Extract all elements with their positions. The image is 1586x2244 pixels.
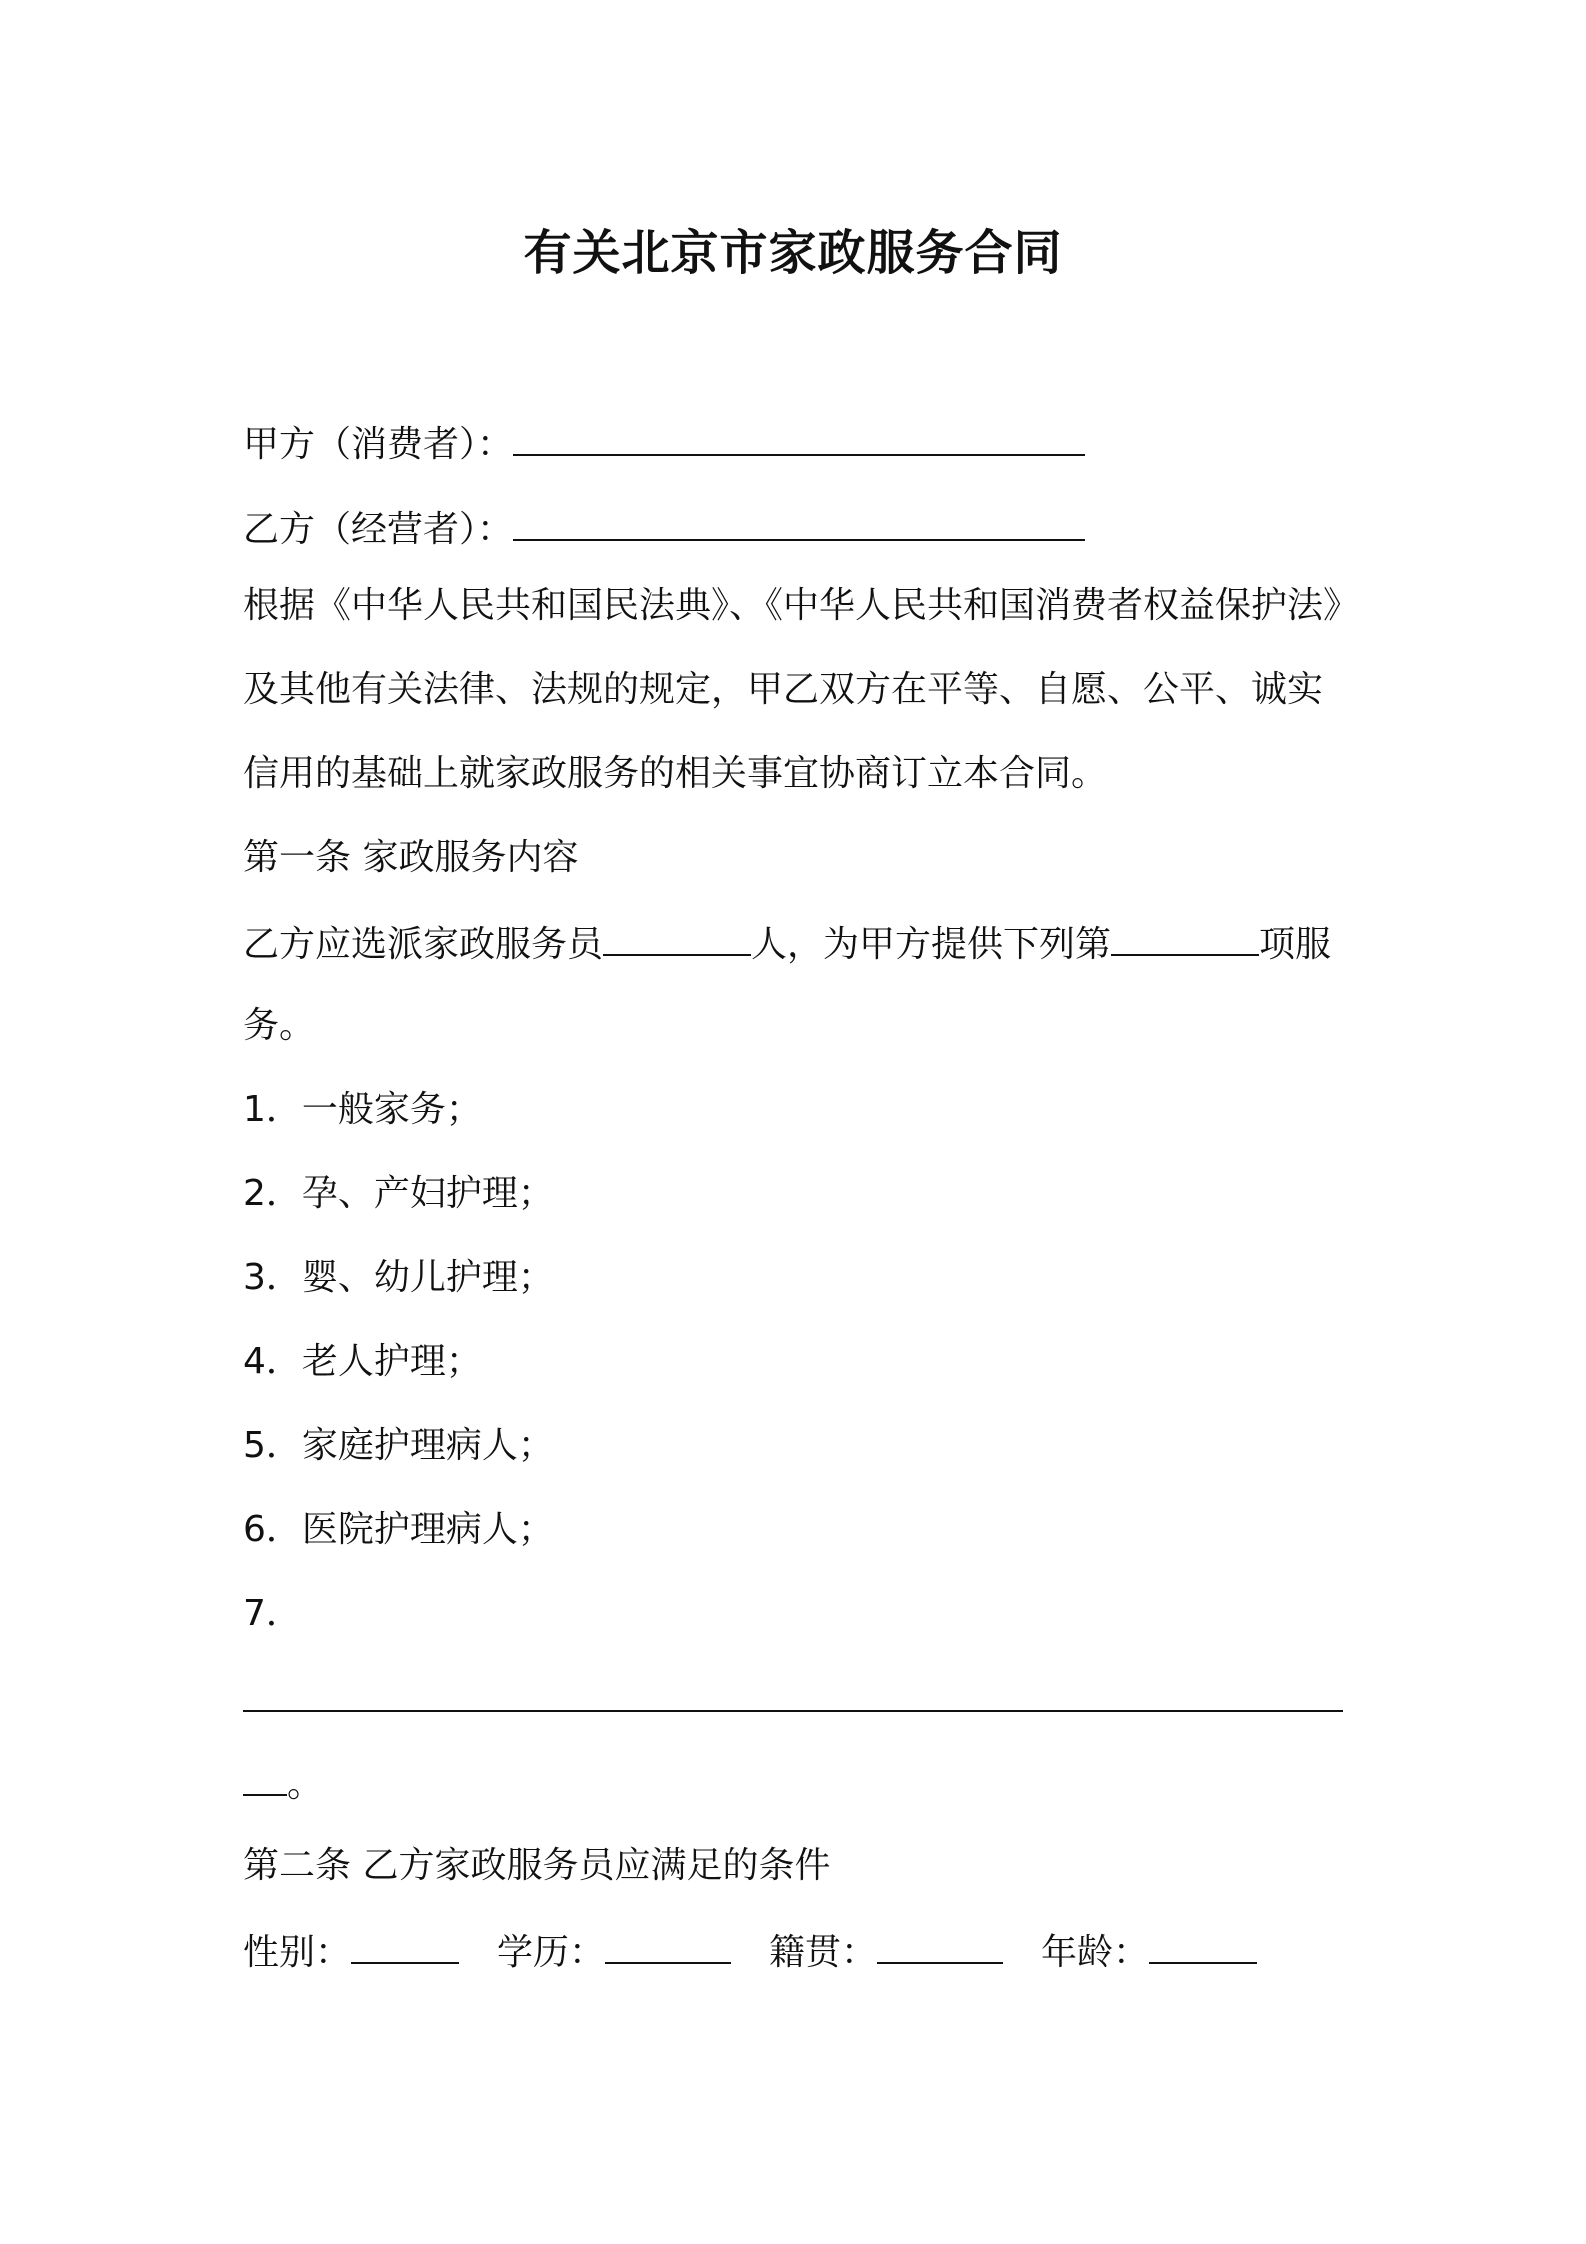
education-label: 学历： bbox=[497, 1932, 606, 1973]
service-item-7: 7． bbox=[243, 1593, 302, 1634]
age-blank[interactable] bbox=[1149, 1928, 1257, 1964]
gender-label: 性别： bbox=[243, 1932, 352, 1973]
service-item-4: 4．老人护理； bbox=[243, 1341, 482, 1382]
staff-count-blank[interactable] bbox=[603, 920, 751, 956]
origin-blank[interactable] bbox=[877, 1928, 1003, 1964]
service-item-7-blank-row bbox=[243, 1676, 1343, 1723]
origin-label: 籍贯： bbox=[769, 1932, 878, 1973]
service-item-7-blank[interactable] bbox=[243, 1676, 1343, 1712]
service-item-5: 5．家庭护理病人； bbox=[243, 1425, 554, 1466]
party-b-blank[interactable] bbox=[513, 505, 1085, 541]
service-item-2: 2．孕、产妇护理； bbox=[243, 1173, 554, 1214]
service-item-7-blank-cont[interactable] bbox=[243, 1760, 287, 1796]
party-a-row bbox=[243, 420, 1085, 467]
service-item-6: 6．医院护理病人； bbox=[243, 1509, 554, 1550]
service-item-3: 3．婴、幼儿护理； bbox=[243, 1257, 554, 1298]
article-1-text bbox=[243, 920, 1331, 967]
document-title: 有关北京市家政服务合同 bbox=[523, 225, 1063, 281]
service-item-blank[interactable] bbox=[1111, 920, 1259, 956]
service-item-7-end: 。 bbox=[287, 1764, 324, 1805]
article-1-heading: 第一条 家政服务内容 bbox=[243, 837, 579, 878]
preamble-line-1: 根据《中华人民共和国民法典》、《中华人民共和国消费者权益保护法》 bbox=[243, 585, 1360, 626]
requirements-row bbox=[243, 1928, 1257, 1975]
article-1-text-part3: 项服 bbox=[1259, 924, 1332, 965]
service-item-7-end-row bbox=[243, 1760, 323, 1807]
preamble-line-3: 信用的基础上就家政服务的相关事宜协商订立本合同。 bbox=[243, 753, 1108, 794]
party-a-blank[interactable] bbox=[513, 420, 1085, 456]
article-1-text-part1: 乙方应选派家政服务员 bbox=[243, 924, 604, 965]
age-label: 年龄： bbox=[1041, 1932, 1150, 1973]
party-b-label: 乙方（经营者）： bbox=[243, 509, 514, 550]
article-2-heading: 第二条 乙方家政服务员应满足的条件 bbox=[243, 1845, 831, 1886]
party-b-row bbox=[243, 505, 1085, 552]
education-blank[interactable] bbox=[605, 1928, 731, 1964]
article-1-text-part2: 人，为甲方提供下列第 bbox=[751, 924, 1112, 965]
service-item-1: 1．一般家务； bbox=[243, 1089, 482, 1130]
party-a-label: 甲方（消费者）： bbox=[243, 424, 514, 465]
preamble-line-2: 及其他有关法律、法规的规定，甲乙双方在平等、自愿、公平、诚实 bbox=[243, 669, 1324, 710]
article-1-text-cont: 务。 bbox=[243, 1005, 316, 1046]
gender-blank[interactable] bbox=[351, 1928, 459, 1964]
